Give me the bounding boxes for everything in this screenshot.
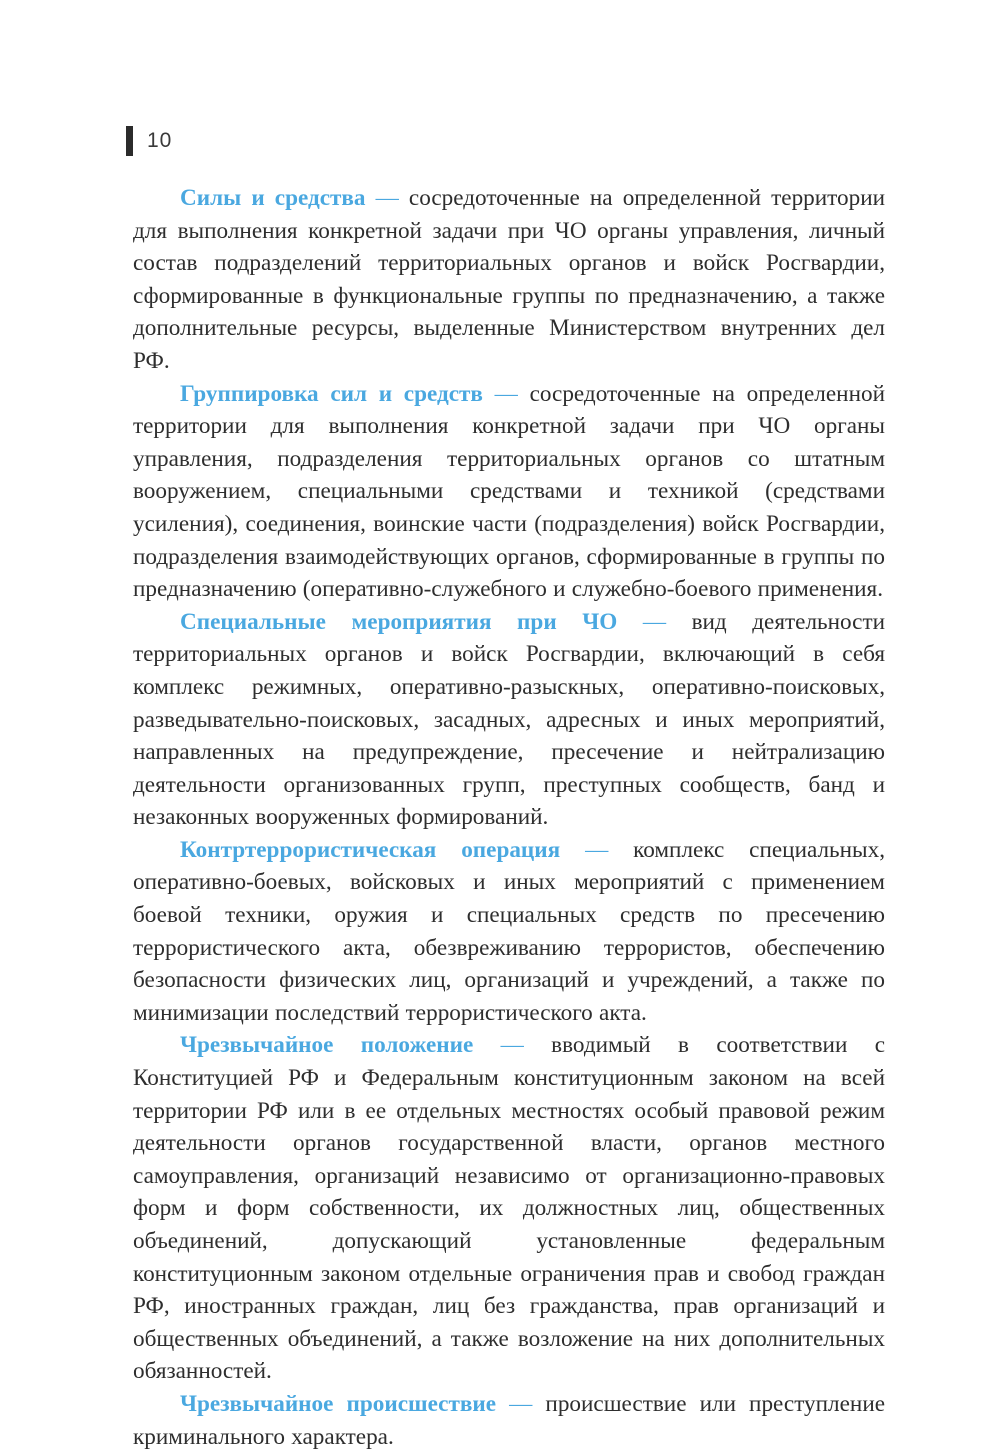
definition-term: Специальные мероприятия при ЧО: [180, 608, 618, 635]
page-header: [126, 126, 172, 156]
definition-dash: —: [375, 185, 399, 211]
definition-term: Группировка сил и средств: [180, 380, 483, 407]
definition-specialnye-meropriyatiya: [133, 606, 885, 834]
definition-text: вводимый в соответствии с Конституцией РФ и Федеральным конституционным законом на всей территории РФ или в ее отдельных местностях особый правовой режим деятельности органов государственной власти, органов местного самоуправления, организаций независимо от организационно-правовых форм и форм собственности, их должностных лиц, общественных объединений, допускающий установленные федеральным конституционным законом отдельные ограничения прав и свобод граждан РФ, иностранных граждан, лиц без гражданства, прав организаций и общественных объединений, а также возложение на них дополнительных обязанностей.: [133, 1032, 886, 1385]
definition-dash: —: [509, 1390, 533, 1417]
definition-sily-i-sredstva: [133, 182, 885, 378]
definition-term: Чрезвычайное положение: [180, 1032, 474, 1059]
definition-term: Чрезвычайное происшествие: [180, 1390, 497, 1417]
page-number: 10: [147, 129, 173, 152]
definition-text: сосредоточенные на определенной территории для выполнения конкретной задачи при ЧО органы управления, подразделения территориальных органов со штатным вооружением, специальными средствами и техникой (средствами усиления), соединения, воинские части (подразделения) войск Росгвардии, подразделения взаимодействующих органов, сформированные в группы по предназначению (оперативно-служебного и служебно-боевого применения.: [133, 380, 885, 603]
definition-chrezvychainoe-polozhenie: [133, 1029, 885, 1388]
definition-gruppirovka: [133, 378, 885, 606]
page-number-bar: [126, 126, 133, 156]
definition-dash: —: [642, 608, 667, 635]
definition-text: сосредоточенные на определенной территории для выполнения конкретной задачи при ЧО органы управления, личный состав подразделений территориальных органов и войск Росгвардии, сформированные в функциональные группы по предназначению, а также дополнительные ресурсы, выделенные Министерством внутренних дел РФ.: [133, 185, 886, 374]
definition-chrezvychainoe-proisshestvie: [133, 1388, 885, 1453]
definition-text: вид деятельности территориальных органов и войск Росгвардии, включающий в себя комплекс режимных, оперативно-разыскных, оперативно-поисковых, разведывательно-поисковых, засадных, адресных и иных мероприятий, направленных на предупреждение, пресечение и нейтрализацию деятельности организованных групп, преступных сообществ, банд и незаконных вооруженных формирований.: [133, 608, 886, 831]
definition-dash: —: [494, 380, 518, 407]
definition-dash: —: [585, 836, 609, 863]
definitions-body: [133, 182, 885, 1453]
definition-term: Контртеррористическая операция: [180, 836, 561, 863]
definition-text: комплекс специальных, оперативно-боевых, войсковых и иных мероприятий с применением боевой техники, оружия и специальных средств по пресечению террористического акта, обезвреживанию террористов, обеспечению безопасности физических лиц, организаций и учреждений, а также по минимизации последствий террористического акта.: [133, 836, 886, 1026]
definition-dash: —: [500, 1032, 524, 1059]
definition-kontrterroristicheskaya-operaciya: [133, 834, 885, 1030]
definition-text: происшествие или преступление криминального характера.: [133, 1390, 886, 1450]
definition-term: Силы и средства: [180, 185, 366, 211]
